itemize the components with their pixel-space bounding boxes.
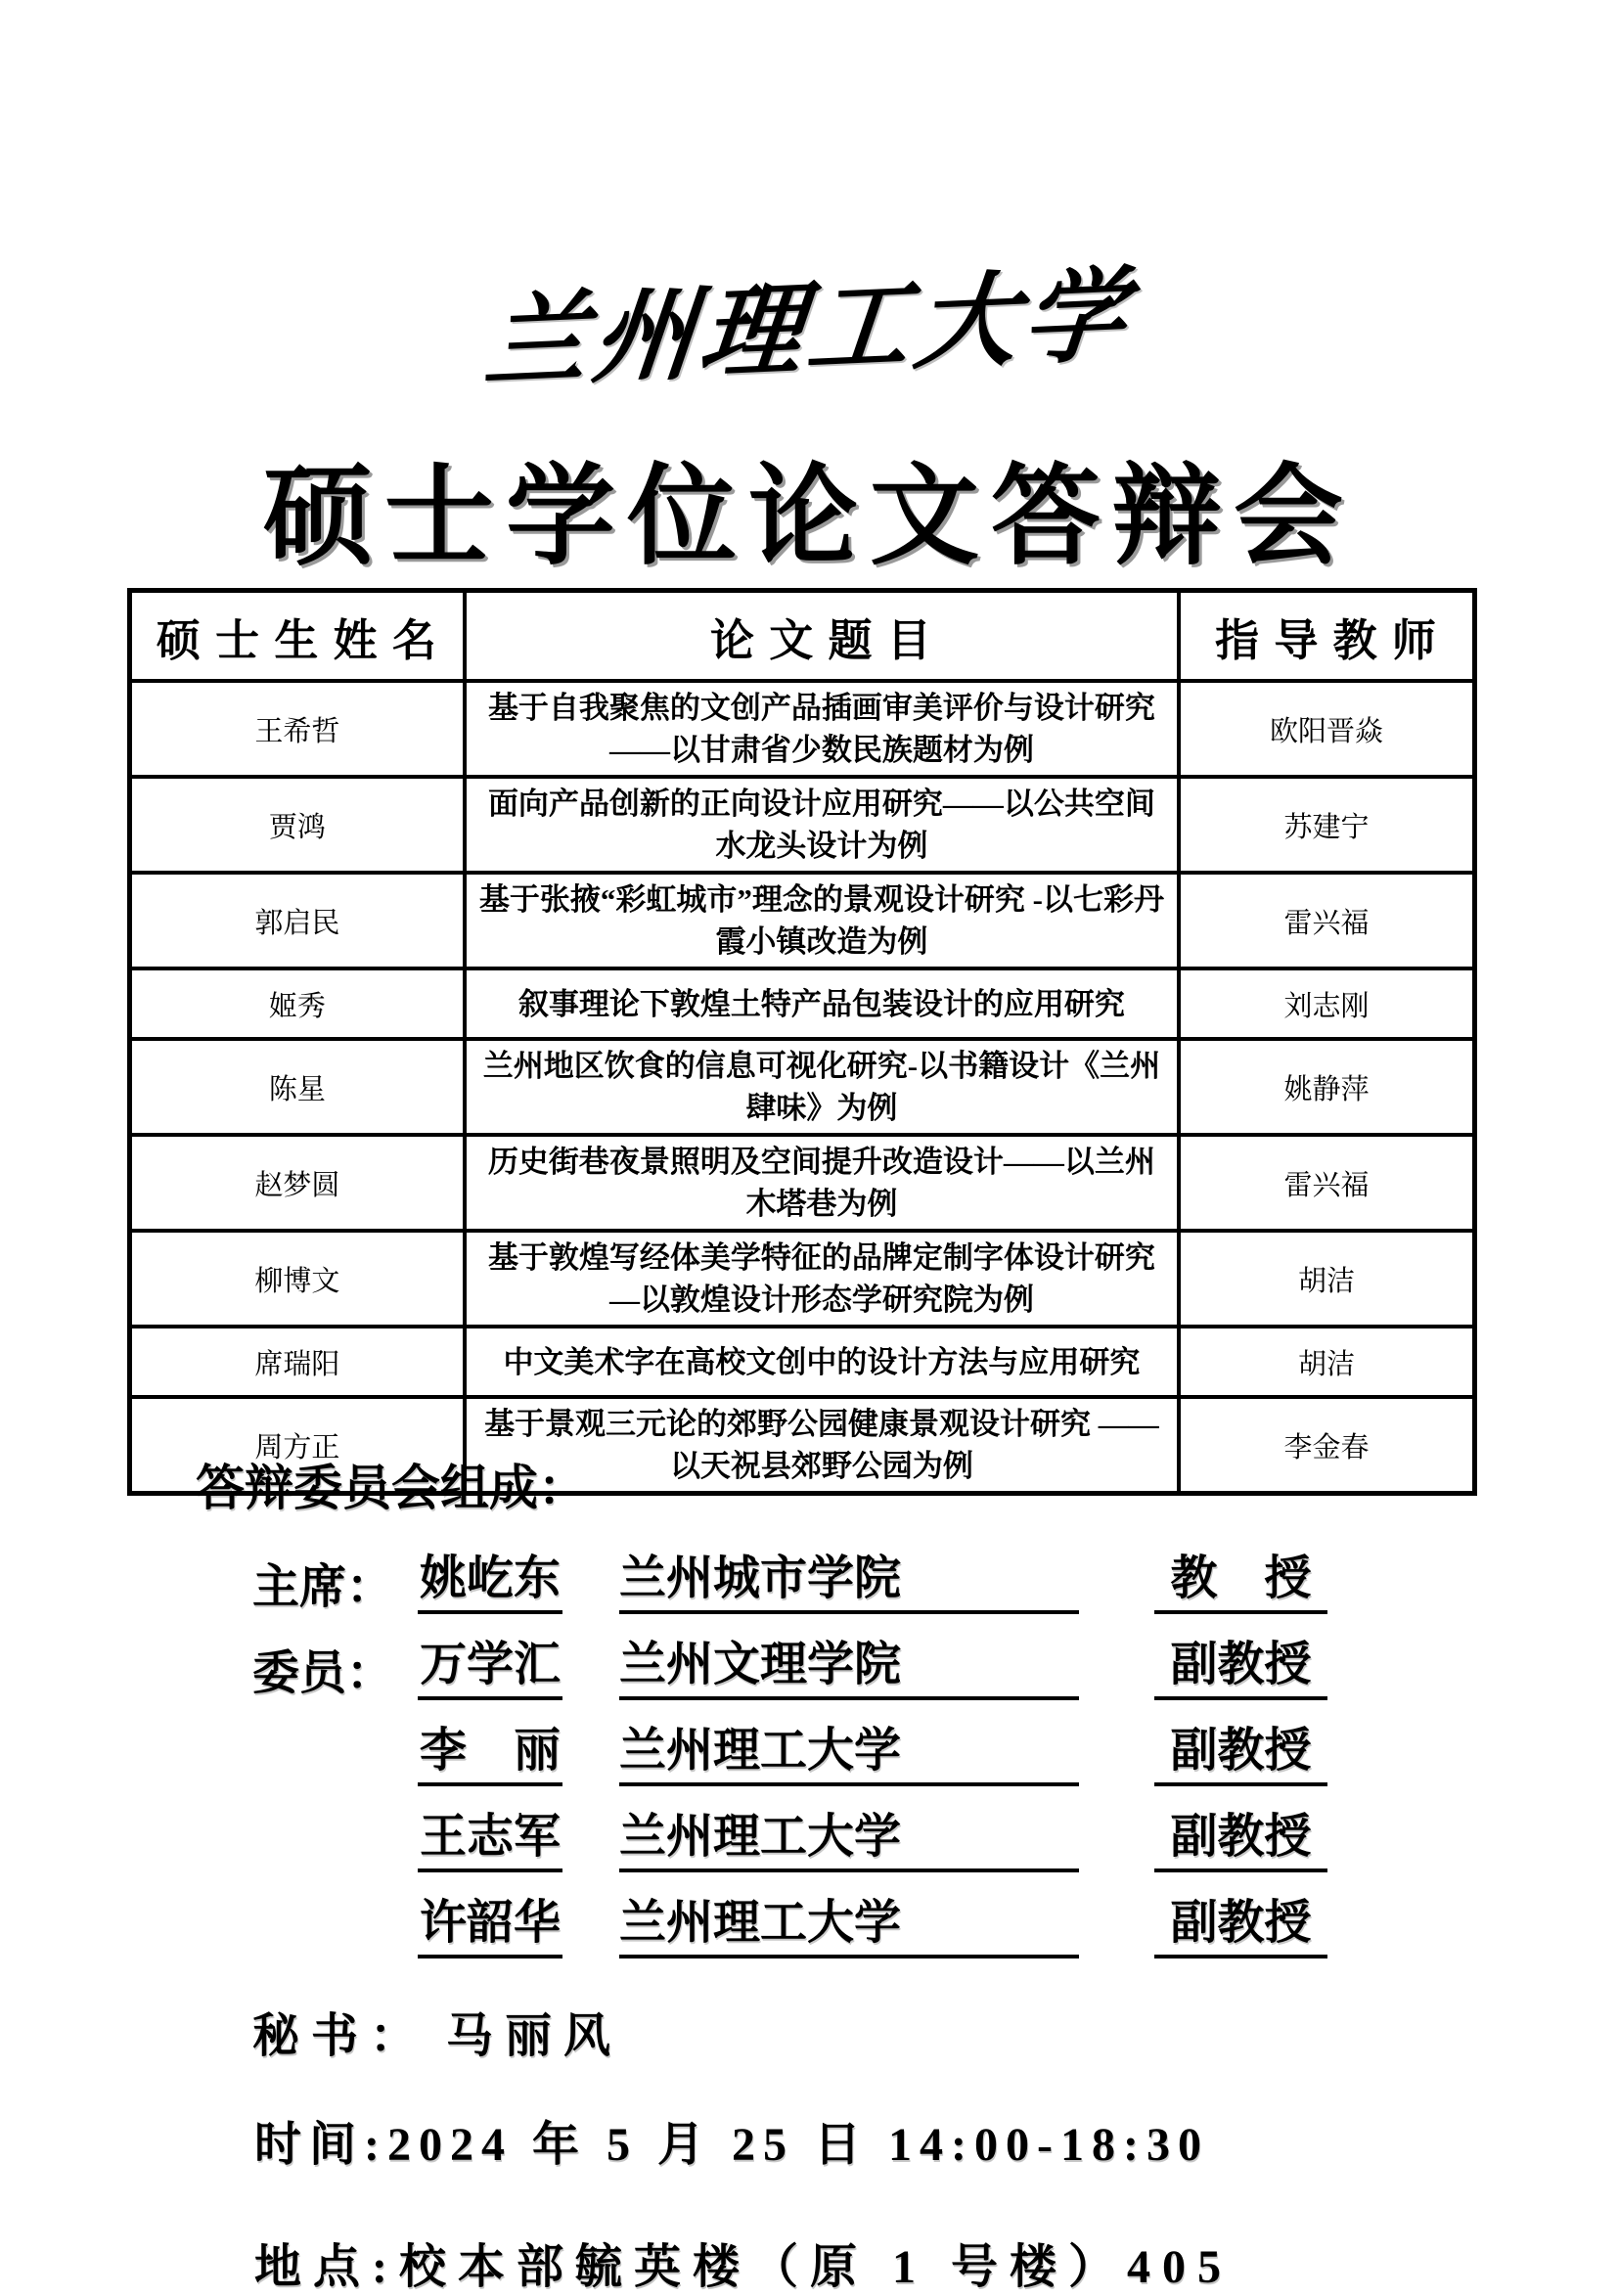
thesis-title-cell: 叙事理论下敦煌土特产品包装设计的应用研究 xyxy=(465,968,1179,1039)
thesis-title-cell: 基于景观三元论的郊野公园健康景观设计研究 ——以天祝县郊野公园为例 xyxy=(465,1397,1179,1494)
table-header-row xyxy=(130,591,1475,682)
student-name-cell: 贾鸿 xyxy=(130,777,465,873)
member-title: 副教授 xyxy=(1154,1898,1327,1958)
student-name-cell: 陈星 xyxy=(130,1039,465,1135)
secretary-name: 马丽风 xyxy=(446,2010,623,2062)
table-row xyxy=(130,1231,1475,1327)
student-name-cell: 赵梦圆 xyxy=(130,1135,465,1231)
member-name: 万学汇 xyxy=(418,1640,562,1700)
thesis-title-cell: 历史街巷夜景照明及空间提升改造设计——以兰州木塔巷为例 xyxy=(465,1135,1179,1231)
student-name-cell: 郭启民 xyxy=(130,873,465,968)
advisor-cell: 胡洁 xyxy=(1179,1327,1475,1397)
member-title: 副教授 xyxy=(1154,1640,1327,1700)
committee-rows xyxy=(0,1528,1618,1958)
member-title: 副教授 xyxy=(1154,1812,1327,1872)
member-name: 王志军 xyxy=(418,1812,562,1872)
advisor-cell: 雷兴福 xyxy=(1179,1135,1475,1231)
member-name: 许韶华 xyxy=(418,1898,562,1958)
table-row xyxy=(130,873,1475,968)
thesis-title-cell: 基于自我聚焦的文创产品插画审美评价与设计研究——以甘肃省少数民族题材为例 xyxy=(465,681,1179,777)
member-institution: 兰州理工大学 xyxy=(619,1726,1079,1786)
secretary-line xyxy=(252,1998,1618,2065)
advisor-cell: 欧阳晋焱 xyxy=(1179,681,1475,777)
table-row xyxy=(130,681,1475,777)
advisor-cell: 李金春 xyxy=(1179,1397,1475,1494)
table-row xyxy=(130,968,1475,1039)
committee-section xyxy=(0,1460,1618,2296)
member-title: 教 授 xyxy=(1154,1553,1327,1614)
member-institution: 兰州理工大学 xyxy=(619,1898,1079,1958)
member-institution: 兰州理工大学 xyxy=(619,1812,1079,1872)
student-name-cell: 席瑞阳 xyxy=(130,1327,465,1397)
university-logo-calligraphy: 兰州理工大学 xyxy=(479,259,1137,401)
student-name-cell: 柳博文 xyxy=(130,1231,465,1327)
student-name-cell: 王希哲 xyxy=(130,681,465,777)
thesis-title-cell: 兰州地区饮食的信息可视化研究-以书籍设计《兰州肆味》为例 xyxy=(465,1039,1179,1135)
header-advisor: 指 导 教 师 xyxy=(1179,591,1475,682)
advisor-cell: 姚静萍 xyxy=(1179,1039,1475,1135)
committee-row xyxy=(252,1786,1618,1872)
advisor-cell: 刘志刚 xyxy=(1179,968,1475,1039)
secretary-label: 秘书： xyxy=(252,2010,429,2062)
member-institution: 兰州文理学院 xyxy=(619,1640,1079,1700)
advisor-cell: 雷兴福 xyxy=(1179,873,1475,968)
committee-row xyxy=(252,1614,1618,1700)
student-name-cell: 姬秀 xyxy=(130,968,465,1039)
header-student-name: 硕 士 生 姓 名 xyxy=(130,591,465,682)
member-name: 姚屹东 xyxy=(418,1553,562,1614)
committee-row xyxy=(252,1700,1618,1786)
table-row xyxy=(130,777,1475,873)
thesis-title-cell: 基于敦煌写经体美学特征的品牌定制字体设计研究—以敦煌设计形态学研究院为例 xyxy=(465,1231,1179,1327)
table-row xyxy=(130,1135,1475,1231)
committee-heading: 答辩委员会组成： xyxy=(196,1461,587,1515)
advisor-cell: 胡洁 xyxy=(1179,1231,1475,1327)
table-row xyxy=(130,1039,1475,1135)
advisor-cell: 苏建宁 xyxy=(1179,777,1475,873)
role-label: 委员： xyxy=(252,1647,394,1700)
time-line: 时间:2024 年 5 月 25 日 14:00-18:30 xyxy=(254,2119,1209,2171)
defense-table xyxy=(127,588,1477,1496)
member-name: 李 丽 xyxy=(418,1726,562,1786)
page-title: 硕士学位论文答辩会 xyxy=(263,457,1355,578)
member-institution: 兰州城市学院 xyxy=(619,1553,1079,1614)
table-row xyxy=(130,1327,1475,1397)
student-name-cell: 周方正 xyxy=(130,1397,465,1494)
thesis-title-cell: 中文美术字在高校文创中的设计方法与应用研究 xyxy=(465,1327,1179,1397)
role-label: 主席： xyxy=(252,1561,394,1614)
thesis-title-cell: 基于张掖“彩虹城市”理念的景观设计研究 -以七彩丹霞小镇改造为例 xyxy=(465,873,1179,968)
header-thesis-title: 论 文 题 目 xyxy=(465,591,1179,682)
thesis-title-cell: 面向产品创新的正向设计应用研究——以公共空间水龙头设计为例 xyxy=(465,777,1179,873)
committee-row xyxy=(252,1528,1618,1614)
location-line: 地点:校本部毓英楼（原 1 号楼）405 xyxy=(254,2241,1233,2293)
member-title: 副教授 xyxy=(1154,1726,1327,1786)
committee-row xyxy=(252,1872,1618,1958)
